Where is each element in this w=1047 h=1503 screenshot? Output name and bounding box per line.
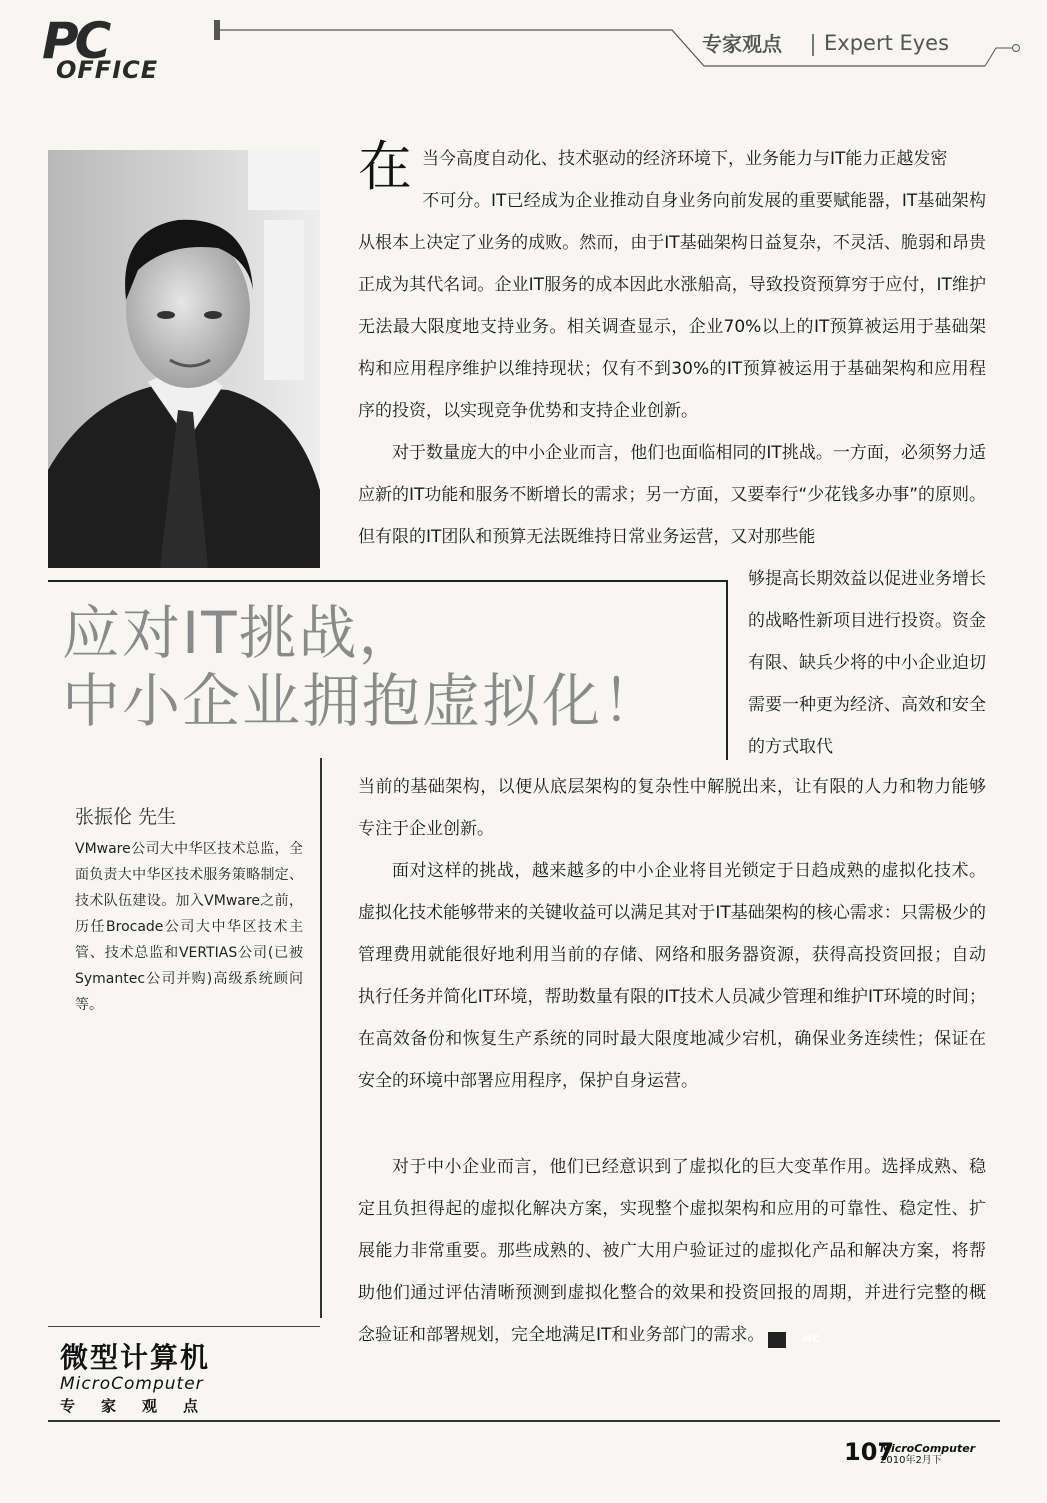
section-title-cn: 专家观点 — [702, 32, 782, 56]
column-divider — [320, 758, 322, 1318]
paragraph-2-wrap: 够提高长期效益以促进业务增长的战略性新项目进行投资。资金有限、缺兵少将的中小企业迫切需要一种更为经济、高效和安全的方式取代 — [748, 569, 986, 757]
magazine-name-en: MicroComputer — [60, 1374, 204, 1394]
paragraph-2-tail: 当前的基础架构，以便从底层架构的复杂性中解脱出来，让有限的人力和物力能够专注于企业创新。 — [358, 777, 986, 839]
logo-office: OFFICE — [56, 56, 159, 84]
section-title-en: Expert Eyes — [824, 31, 950, 55]
issue-date: 2010年2月下 — [880, 1455, 942, 1466]
paragraph-1-rest: 不可分。IT已经成为企业推动自身业务向前发展的重要赋能器，IT基础架构从根本上决定了业务的成败。然而，由于IT基础架构日益复杂，不灵活、脆弱和昂贵正成为其代名词。企业IT服务的成本因此水涨船高，导致投资预算穷于应付，IT维护无法最大限度地支持业务。相关调查显示，企业70%以上的IT预算被运用于基础架构和应用程序维护以维持现状；仅有不到30%的IT预算被运用于基础架构和应用程序的投资，以实现竞争优势和支持企业创新。 — [358, 191, 986, 421]
section-divider — [812, 34, 814, 56]
page-number: 107 — [844, 1438, 895, 1466]
footer-rule — [48, 1420, 1000, 1422]
headline-line-2: 中小企业拥抱虚拟化！ — [62, 667, 663, 735]
headline-line-1: 应对IT挑战， — [62, 599, 419, 667]
paragraph-4 — [358, 1146, 986, 1356]
magazine-column-tag: 专家观点 — [60, 1397, 225, 1415]
author-bio: VMware公司大中华区技术总监，全面负责大中华区技术服务策略制定、技术队伍建设。加入VMware之前，历任Brocade公司大中华区技术主管、技术总监和VERTIAS公司(已被Symantec公司并购)高级系统顾问等。 — [75, 841, 303, 1013]
footer-brand: MicroComputer — [880, 1442, 976, 1455]
paragraph-1 — [358, 135, 986, 432]
magazine-name-cn: 微型计算机 — [60, 1341, 211, 1374]
paragraph-1-rest-wrap — [358, 191, 986, 421]
footer-logo-rule — [48, 1326, 320, 1327]
paragraph-3: 面对这样的挑战，越来越多的中小企业将目光锁定于日趋成熟的虚拟化技术。虚拟化技术能够带来的关键收益可以满足其对于IT基础架构的核心需求：只需极少的管理费用就能很好地利用当前的存储、网络和服务器资源，获得高投资回报；自动执行任务并简化IT环境，帮助数量有限的IT技术人员减少管理和维护IT环境的时间；在高效备份和恢复生产系统的同时最大限度地减少宕机，确保业务连续性；保证在安全的环境中部署应用程序，保护自身运营。 — [358, 861, 986, 1091]
drop-cap: 在 — [358, 135, 412, 198]
magazine-logo — [60, 1341, 225, 1415]
paragraph-4-text: 对于中小企业而言，他们已经意识到了虚拟化的巨大变革作用。选择成熟、稳定且负担得起的虚拟化解决方案，实现整个虚拟架构和应用的可靠性、稳定性、扩展能力非常重要。那些成熟的、被广大用户验证过的虚拟化产品和解决方案，将帮助他们通过评估清晰预测到虚拟化整合的效果和投资回报的周期，并进行完整的概念验证和部署规划，完全地满足IT和业务部门的需求。 — [358, 1157, 986, 1345]
paragraph-2: 对于数量庞大的中小企业而言，他们也面临相同的IT挑战。一方面，必须努力适应新的IT功能和服务不断增长的需求；另一方面，又要奉行“少花钱多办事”的原则。但有限的IT团队和预算无法既维持日常业务运营，又对那些能 — [358, 443, 987, 547]
paragraph-1-first-line: 当今高度自动化、技术驱动的经济环境下，业务能力与IT能力正越发密 — [422, 149, 948, 169]
end-mark: MC — [768, 1332, 786, 1348]
logo-pc: PC — [42, 12, 108, 70]
author-portrait — [48, 150, 320, 568]
author-name: 张振伦 先生 — [75, 806, 177, 828]
